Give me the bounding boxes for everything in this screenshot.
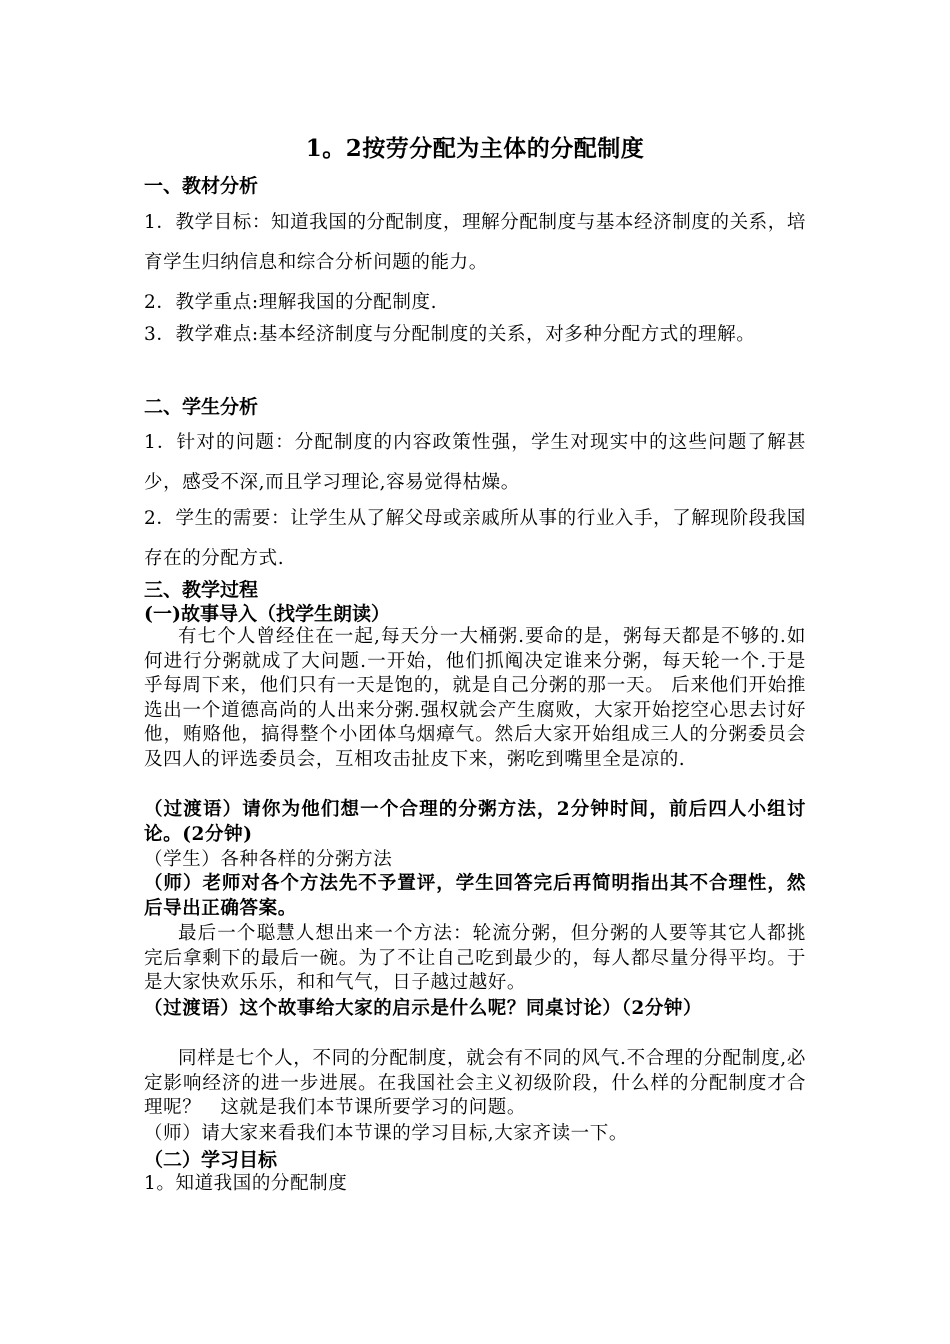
subheading-story-intro: (一)故事导入（找学生朗读）: [144, 603, 390, 625]
student-needs-paragraph: 2．学生的需要：让学生从了解父母或亲戚所从事的行业入手，了解现阶段我国存在的分配方式.: [144, 508, 806, 569]
student-problem-paragraph: 1．针对的问题：分配制度的内容政策性强，学生对现实中的这些问题了解甚少，感受不深,而且学习理论,容易觉得枯燥。: [144, 432, 806, 493]
answer-paragraph: 最后一个聪慧人想出来一个方法：轮流分粥，但分粥的人要等其它人都挑完后拿剩下的最后一碗。为了不让自己吃到最少的，每人都尽量分得平均。于是大家快欢乐乐，和和气气，日子越过越好。: [144, 923, 806, 993]
teacher-instruction-line: （师）请大家来看我们本节课的学习目标,大家齐读一下。: [144, 1123, 628, 1144]
section-heading-teaching-process: 三、教学过程: [144, 579, 259, 601]
transition-paragraph-2: （过渡语）这个故事给大家的启示是什么呢？同桌讨论）（2分钟）: [144, 998, 703, 1019]
teaching-focus-paragraph: 2．教学重点:理解我国的分配制度.: [144, 292, 438, 313]
transition-paragraph-1: （过渡语）请你为他们想一个合理的分粥方法，2分钟时间，前后四人小组讨论。(2分钟): [144, 799, 806, 845]
subheading-learning-goals: （二）学习目标: [144, 1149, 278, 1171]
student-response-line: （学生）各种各样的分粥方法: [144, 849, 393, 870]
section-heading-student-analysis: 二、学生分析: [144, 396, 259, 418]
document-title: 1。2按劳分配为主体的分配制度: [305, 135, 645, 162]
summary-paragraph: 同样是七个人，不同的分配制度，就会有不同的风气.不合理的分配制度,必定影响经济的进一步进展。在我国社会主义初级阶段，什么样的分配制度才合理呢？ 这就是我们本节课所要学习的问题。: [144, 1048, 806, 1118]
section-heading-textbook-analysis: 一、教材分析: [144, 175, 259, 197]
teaching-goal-paragraph: 1．教学目标：知道我国的分配制度，理解分配制度与基本经济制度的关系，培育学生归纳信息和综合分析问题的能力。: [144, 212, 806, 273]
teacher-note-paragraph: （师）老师对各个方法先不予置评，学生回答完后再简明指出其不合理性，然后导出正确答案。: [144, 873, 806, 919]
story-paragraph: 有七个人曾经住在一起,每天分一大桶粥.要命的是，粥每天都是不够的.如何进行分粥就成了大问题.一开始，他们抓阄决定谁来分粥，每天轮一个.于是乎每周下来，他们只有一天是饱的，就是自己分粥的那一天。 后来他们开始推选出一个道德高尚的人出来分粥.强权就会产生腐败，大家开始挖空心思去讨好他，贿赂他，搞得整个小团体乌烟瘴气。然后大家开始组成三人的分粥委员会及四人的评选委员会，互相攻击扯皮下来，粥吃到嘴里全是凉的.: [144, 626, 806, 770]
teaching-difficulty-paragraph: 3．教学难点:基本经济制度与分配制度的关系，对多种分配方式的理解。: [144, 324, 756, 345]
learning-goal-1: 1。知道我国的分配制度: [144, 1173, 348, 1194]
